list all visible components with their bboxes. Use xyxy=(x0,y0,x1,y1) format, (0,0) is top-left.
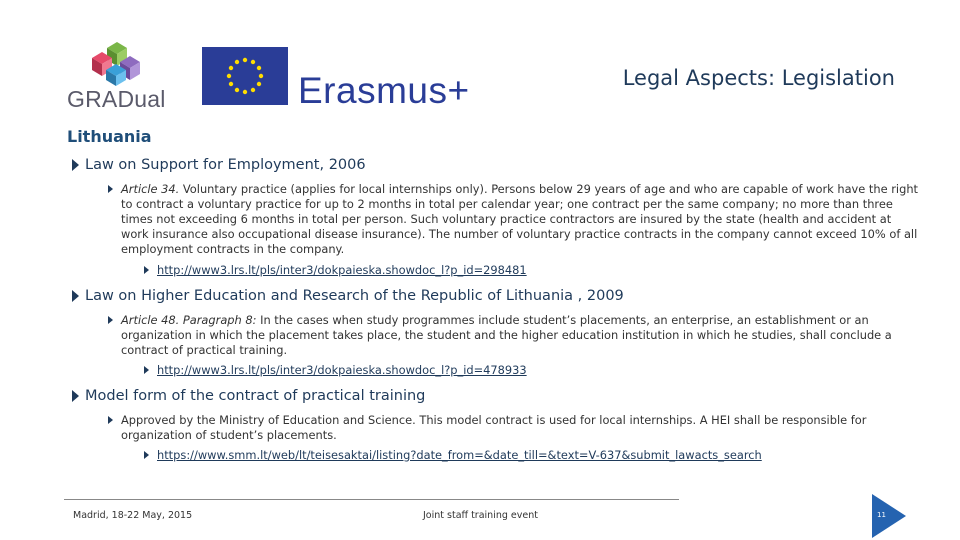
link-row-higher-education-law xyxy=(144,363,527,377)
legislation-link[interactable]: http://www3.lrs.lt/pls/inter3/dokpaieska.showdoc_l?p_id=298481 xyxy=(157,263,527,277)
section-heading-text: Law on Support for Employment, 2006 xyxy=(85,157,366,173)
section-heading-higher-education-law xyxy=(72,288,624,304)
section-item-model-contract xyxy=(108,413,918,443)
article-body: In the cases when study programmes include student’s placements, an enterprise, an establishment or an organization in which the placement takes place, the student and the higher education institution in which he studies, shall conclude a contract of practical training. xyxy=(121,313,892,357)
item-text xyxy=(121,182,918,257)
bullet-arrow-icon xyxy=(72,390,79,402)
erasmus-plus-logo-text: Erasmus+ xyxy=(298,70,470,111)
section-heading-employment-law xyxy=(72,157,366,173)
section-item-employment-law xyxy=(108,182,918,257)
item-text xyxy=(121,313,918,358)
section-heading-text: Model form of the contract of practical training xyxy=(85,388,426,404)
page-number: 11 xyxy=(877,511,886,519)
link-row-employment-law xyxy=(144,263,527,277)
link-row-model-contract xyxy=(144,448,762,462)
bullet-arrow-icon xyxy=(108,185,113,193)
section-heading-text: Law on Higher Education and Research of the Republic of Lithuania , 2009 xyxy=(85,288,624,304)
footer-divider xyxy=(64,499,679,500)
eu-flag-icon xyxy=(202,47,288,105)
article-body: Voluntary practice (applies for local internships only). Persons below 29 years of age and who are capable of work have the right to contract a voluntary practice for up to 2 months in total per calendar year; one contract per the same company; no more than three times not exceeding 6 months in total per person. Such voluntary practice contractors are insured by the state (health and accident at work insurance also occupational disease insurance). The number of voluntary practice contracts in the company cannot exceed 10% of all employment contracts in the company. xyxy=(121,182,919,256)
country-heading: Lithuania xyxy=(67,127,152,146)
bullet-arrow-icon xyxy=(144,366,149,374)
footer-location-date: Madrid, 18-22 May, 2015 xyxy=(73,510,193,521)
article-reference: Article 48. Paragraph 8: xyxy=(121,313,257,327)
slide-title: Legal Aspects: Legislation xyxy=(622,66,895,90)
bullet-arrow-icon xyxy=(108,316,113,324)
footer-event-name: Joint staff training event xyxy=(423,510,538,521)
bullet-arrow-icon xyxy=(144,266,149,274)
bullet-arrow-icon xyxy=(72,290,79,302)
section-item-higher-education-law xyxy=(108,313,918,358)
legislation-link[interactable]: https://www.smm.lt/web/lt/teisesaktai/listing?date_from=&date_till=&text=V-637&submit_lawacts_search xyxy=(157,448,762,462)
legislation-link[interactable]: http://www3.lrs.lt/pls/inter3/dokpaieska.showdoc_l?p_id=478933 xyxy=(157,363,527,377)
section-heading-model-contract xyxy=(72,388,425,404)
bullet-arrow-icon xyxy=(72,159,79,171)
article-reference: Article 34. xyxy=(121,182,180,196)
bullet-arrow-icon xyxy=(108,416,113,424)
item-text xyxy=(121,413,918,443)
gradual-logo-text: GRADual xyxy=(67,86,166,112)
bullet-arrow-icon xyxy=(144,451,149,459)
article-body: Approved by the Ministry of Education and Science. This model contract is used for local internships. A HEI shall be responsible for organization of student’s placements. xyxy=(121,413,867,442)
